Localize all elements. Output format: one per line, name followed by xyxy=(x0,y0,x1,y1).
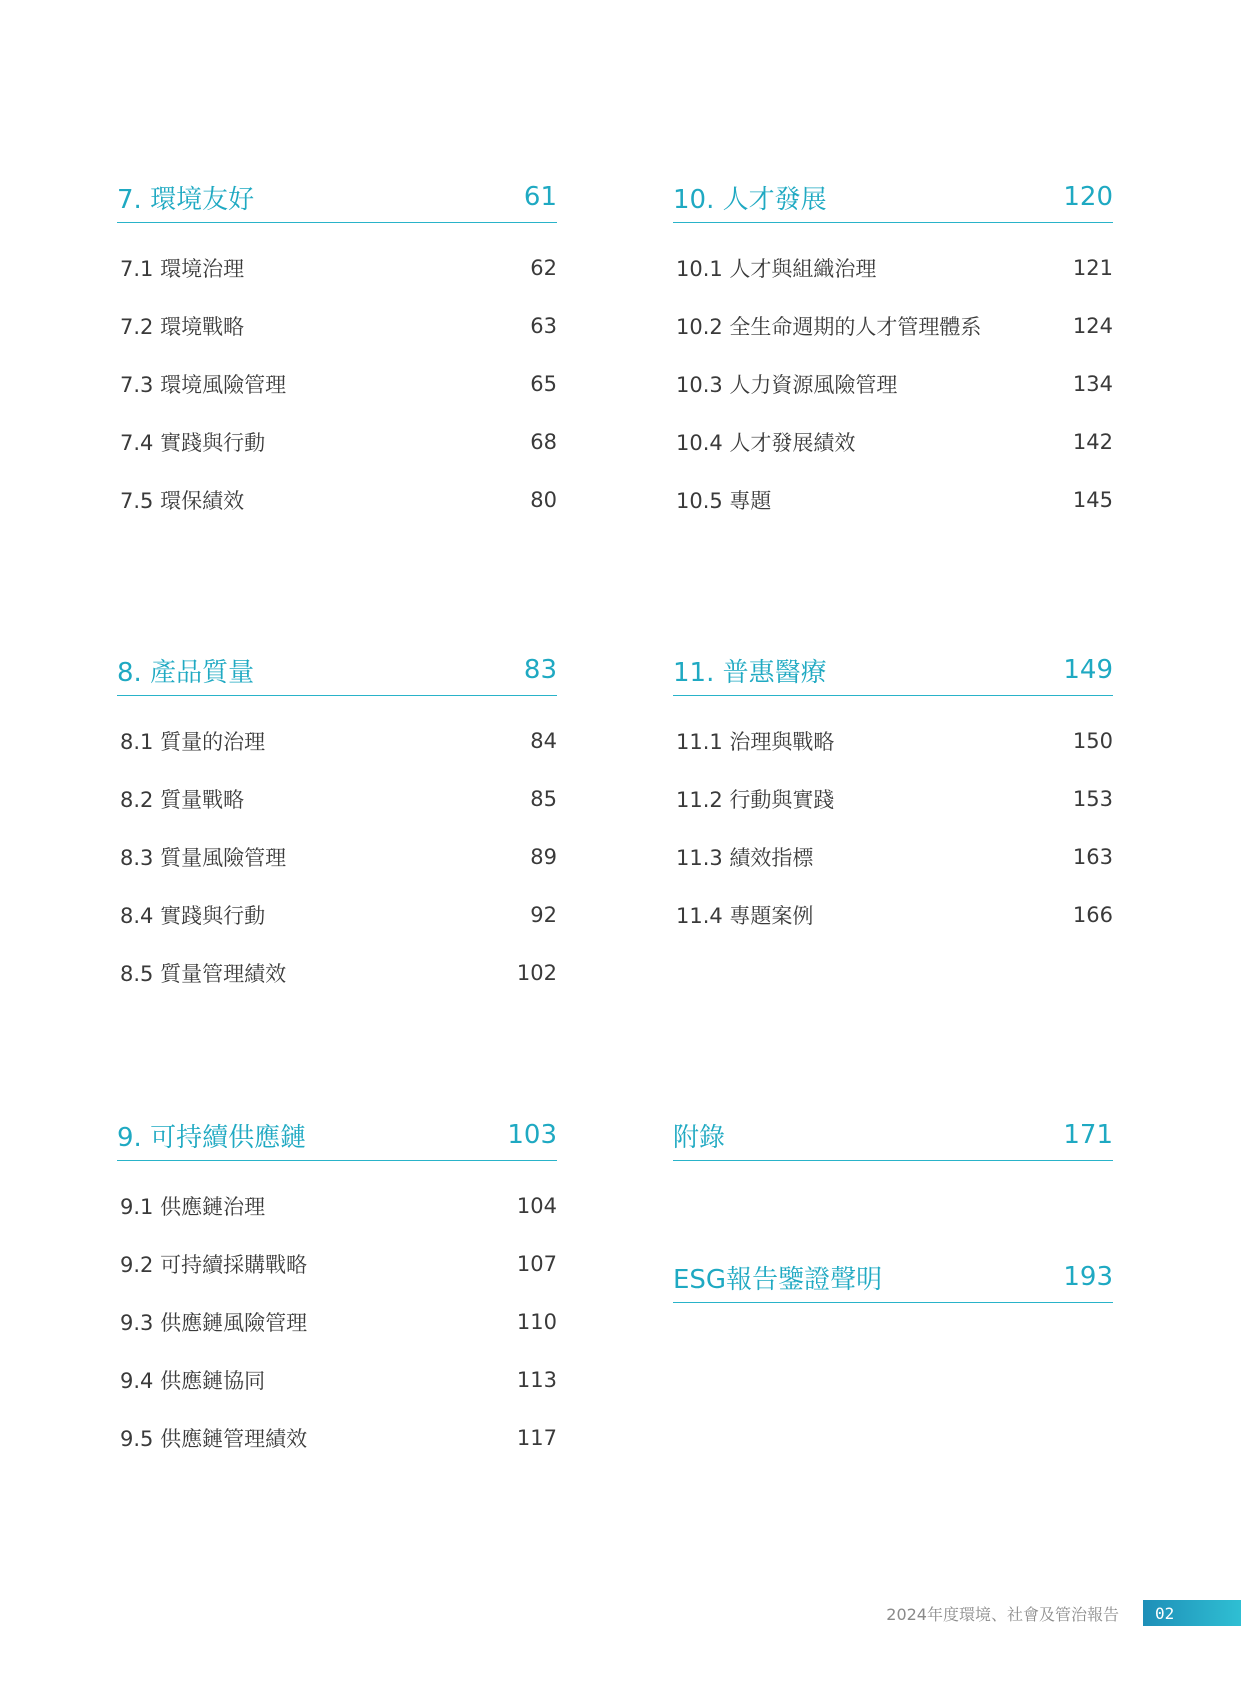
toc-item-page: 110 xyxy=(516,1310,557,1334)
section-title: 7. 環境友好 xyxy=(117,184,255,215)
toc-item-page: 117 xyxy=(516,1426,557,1450)
toc-item[interactable] xyxy=(117,1409,557,1467)
toc-item-page: 65 xyxy=(530,372,557,396)
toc-item-label: 10.2 全生命週期的人才管理體系 xyxy=(676,315,982,339)
toc-item-page: 121 xyxy=(1072,256,1113,280)
toc-item-label: 7.4 實踐與行動 xyxy=(120,431,266,455)
toc-item-label: 7.1 環境治理 xyxy=(120,257,245,281)
toc-item-page: 62 xyxy=(530,256,557,280)
toc-item[interactable] xyxy=(673,297,1113,355)
toc-item-label: 10.3 人力資源風險管理 xyxy=(676,373,898,397)
toc-item-page: 107 xyxy=(516,1252,557,1276)
toc-item-label: 8.4 實踐與行動 xyxy=(120,904,266,928)
toc-item[interactable] xyxy=(673,355,1113,413)
section-title: 11. 普惠醫療 xyxy=(673,657,827,688)
toc-item-page: 124 xyxy=(1072,314,1113,338)
toc-item[interactable] xyxy=(117,1235,557,1293)
toc-item[interactable] xyxy=(673,413,1113,471)
toc-item[interactable] xyxy=(673,239,1113,297)
toc-item[interactable] xyxy=(117,1293,557,1351)
page-footer xyxy=(886,1600,1241,1626)
toc-item-label: 10.4 人才發展績效 xyxy=(676,431,856,455)
toc-item[interactable] xyxy=(117,886,557,944)
toc-item-page: 104 xyxy=(516,1194,557,1218)
section-title: ESG報告鑒證聲明 xyxy=(673,1264,883,1295)
toc-item-page: 153 xyxy=(1072,787,1113,811)
toc-item[interactable] xyxy=(117,944,557,1002)
report-title: 2024年度環境、社會及管治報告 xyxy=(886,1604,1119,1624)
toc-section-7 xyxy=(117,172,557,529)
section-title: 10. 人才發展 xyxy=(673,184,827,215)
toc-item[interactable] xyxy=(673,712,1113,770)
toc-item-page: 142 xyxy=(1072,430,1113,454)
toc-item-page: 145 xyxy=(1072,488,1113,512)
toc-item-page: 84 xyxy=(530,729,557,753)
toc-item-page: 89 xyxy=(530,845,557,869)
toc-item-label: 9.2 可持續採購戰略 xyxy=(120,1253,308,1277)
toc-item-label: 9.5 供應鏈管理績效 xyxy=(120,1427,308,1451)
section-header[interactable] xyxy=(673,1110,1113,1161)
toc-item-page: 166 xyxy=(1072,903,1113,927)
section-header[interactable] xyxy=(117,645,557,696)
page-number-badge: 02 xyxy=(1143,1600,1241,1626)
toc-item[interactable] xyxy=(117,828,557,886)
toc-item-page: 92 xyxy=(530,903,557,927)
toc-item[interactable] xyxy=(673,471,1113,529)
section-page: 120 xyxy=(1063,182,1113,212)
toc-item[interactable] xyxy=(117,1177,557,1235)
toc-item-label: 10.1 人才與組織治理 xyxy=(676,257,877,281)
toc-item-label: 8.2 質量戰略 xyxy=(120,788,245,812)
section-page: 103 xyxy=(507,1120,557,1150)
toc-section-appendix xyxy=(673,1110,1113,1161)
toc-item-page: 102 xyxy=(516,961,557,985)
toc-item-label: 7.2 環境戰略 xyxy=(120,315,245,339)
toc-section-8 xyxy=(117,645,557,1002)
section-page: 171 xyxy=(1063,1120,1113,1150)
toc-item-page: 163 xyxy=(1072,845,1113,869)
toc-item-label: 11.1 治理與戰略 xyxy=(676,730,835,754)
toc-item-label: 9.3 供應鏈風險管理 xyxy=(120,1311,308,1335)
toc-item[interactable] xyxy=(117,770,557,828)
section-header[interactable] xyxy=(117,172,557,223)
toc-section-10 xyxy=(673,172,1113,529)
section-page: 149 xyxy=(1063,655,1113,685)
toc-item[interactable] xyxy=(673,886,1113,944)
section-page: 193 xyxy=(1063,1262,1113,1292)
toc-item[interactable] xyxy=(117,712,557,770)
toc-item[interactable] xyxy=(673,770,1113,828)
toc-item-label: 9.4 供應鏈協同 xyxy=(120,1369,266,1393)
section-header[interactable] xyxy=(673,172,1113,223)
toc-item-page: 113 xyxy=(516,1368,557,1392)
toc-item-label: 8.3 質量風險管理 xyxy=(120,846,287,870)
toc-item-label: 9.1 供應鏈治理 xyxy=(120,1195,266,1219)
toc-item[interactable] xyxy=(117,239,557,297)
toc-item-page: 85 xyxy=(530,787,557,811)
toc-item-label: 8.5 質量管理績效 xyxy=(120,962,287,986)
section-page: 61 xyxy=(523,182,557,212)
toc-item[interactable] xyxy=(117,297,557,355)
section-header[interactable] xyxy=(673,1252,1113,1303)
toc-item-page: 68 xyxy=(530,430,557,454)
toc-item-page: 150 xyxy=(1072,729,1113,753)
section-header[interactable] xyxy=(117,1110,557,1161)
toc-item-label: 7.3 環境風險管理 xyxy=(120,373,287,397)
toc-item-label: 11.2 行動與實踐 xyxy=(676,788,835,812)
toc-section-11 xyxy=(673,645,1113,944)
toc-section-9 xyxy=(117,1110,557,1467)
toc-item[interactable] xyxy=(673,828,1113,886)
toc-item-label: 8.1 質量的治理 xyxy=(120,730,266,754)
toc-item[interactable] xyxy=(117,471,557,529)
toc-item-page: 134 xyxy=(1072,372,1113,396)
toc-item[interactable] xyxy=(117,413,557,471)
section-page: 83 xyxy=(523,655,557,685)
section-title: 附錄 xyxy=(673,1122,726,1153)
section-header[interactable] xyxy=(673,645,1113,696)
toc-item[interactable] xyxy=(117,355,557,413)
section-title: 8. 產品質量 xyxy=(117,657,255,688)
section-title: 9. 可持續供應鏈 xyxy=(117,1122,307,1153)
toc-item-label: 7.5 環保績效 xyxy=(120,489,245,513)
toc-item-label: 10.5 專題 xyxy=(676,489,772,513)
toc-item-label: 11.4 專題案例 xyxy=(676,904,814,928)
toc-item-label: 11.3 績效指標 xyxy=(676,846,814,870)
toc-item-page: 63 xyxy=(530,314,557,338)
toc-section-esg-assurance xyxy=(673,1252,1113,1303)
toc-item-page: 80 xyxy=(530,488,557,512)
toc-item[interactable] xyxy=(117,1351,557,1409)
